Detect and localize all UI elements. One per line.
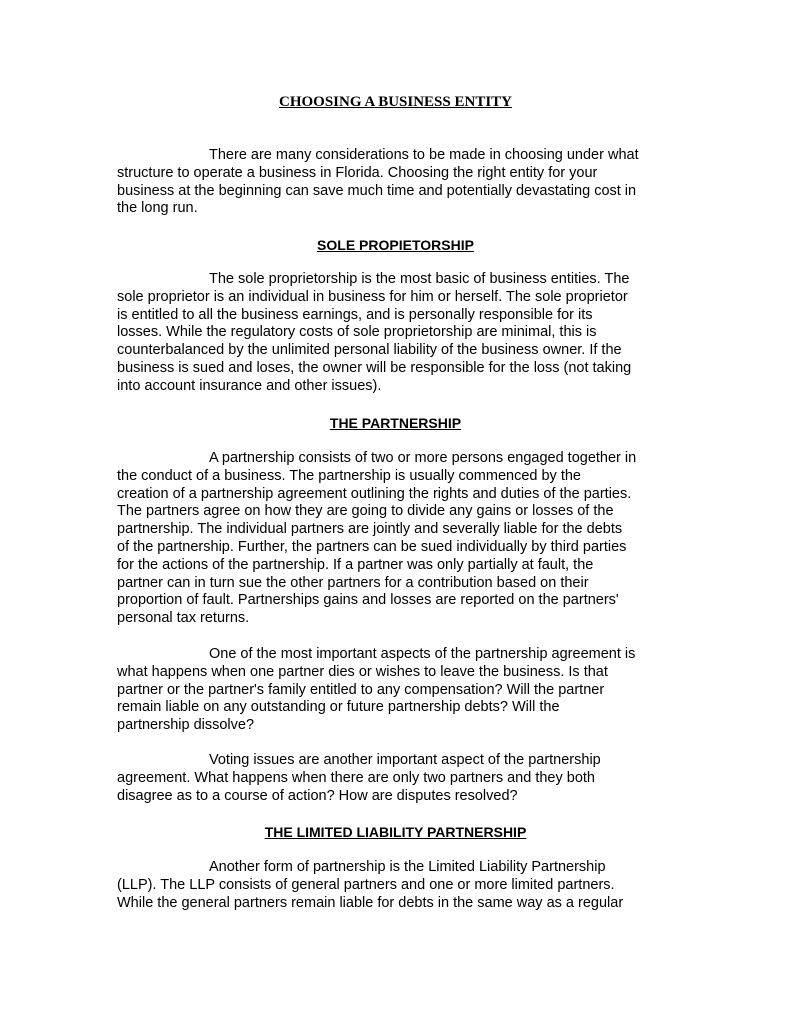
paragraph-line: the conduct of a business. The partnership is usually commenced by the [117,467,581,484]
paragraph-line: structure to operate a business in Florida. Choosing the right entity for your [117,164,598,181]
paragraph-line: A partnership consists of two or more persons engaged together in [209,450,637,466]
paragraph-line: losses. While the regulatory costs of sole proprietorship are minimal, this is [117,324,597,341]
paragraph-line: partner can in turn sue the other partners for a contribution based on their [117,574,589,591]
document-title: CHOOSING A BUSINESS ENTITY [279,94,512,110]
paragraph-line: partnership. The individual partners are jointly and severally liable for the debts [117,521,623,538]
paragraph-line: disagree as to a course of action? How are disputes resolved? [117,787,518,804]
paragraph-line: There are many considerations to be made in choosing under what [209,147,639,163]
sole-proprietorship-paragraph [117,271,677,396]
section-heading-llp: THE LIMITED LIABILITY PARTNERSHIP [264,824,527,840]
paragraph-line: While the general partners remain liable for debts in the same way as a regular [117,894,624,911]
paragraph-line: what happens when one partner dies or wishes to leave the business. Is that [117,663,608,680]
paragraph-line: The sole proprietorship is the most basic of business entities. The [209,271,630,287]
paragraph-line: The partners agree on how they are going to divide any gains or losses of the [117,503,614,520]
paragraph-line: business is sued and loses, the owner will be responsible for the loss (not taking [117,359,632,376]
intro-paragraph [117,147,677,218]
paragraph-line: personal tax returns. [117,610,250,627]
section-heading-partnership: THE PARTNERSHIP [329,415,462,431]
section-heading-sole-proprietorship: SOLE PROPIETORSHIP [317,237,474,253]
paragraph-line: proportion of fault. Partnerships gains and losses are reported on the partners' [117,592,619,609]
paragraph-line: of the partnership. Further, the partners can be sued individually by third parties [117,538,627,555]
paragraph-line: counterbalanced by the unlimited personal liability of the business owner. If the [117,342,622,359]
paragraph-line: Voting issues are another important aspect of the partnership [209,752,601,768]
paragraph-line: (LLP). The LLP consists of general partners and one or more limited partners. [117,876,615,893]
paragraph-line: creation of a partnership agreement outlining the rights and duties of the parties. [117,485,632,502]
paragraph-line: the long run. [117,200,198,217]
paragraph-line: partner or the partner's family entitled to any compensation? Will the partner [117,681,605,698]
paragraph-line: Another form of partnership is the Limited Liability Partnership [209,859,606,875]
paragraph-line: is entitled to all the business earnings, and is personally responsible for its [117,306,593,323]
partnership-paragraph-3 [117,752,677,805]
llp-paragraph [117,859,677,912]
partnership-paragraph-2 [117,646,677,735]
partnership-paragraph-1 [117,450,677,628]
paragraph-line: agreement. What happens when there are only two partners and they both [117,769,595,786]
paragraph-line: sole proprietor is an individual in business for him or herself. The sole proprietor [117,288,628,305]
paragraph-line: business at the beginning can save much time and potentially devastating cost in [117,182,637,199]
paragraph-line: for the actions of the partnership. If a partner was only partially at fault, the [117,556,594,573]
paragraph-line: into account insurance and other issues). [117,377,382,394]
paragraph-line: remain liable on any outstanding or future partnership debts? Will the [117,699,560,716]
paragraph-line: partnership dissolve? [117,717,255,734]
paragraph-line: One of the most important aspects of the partnership agreement is [209,646,636,662]
